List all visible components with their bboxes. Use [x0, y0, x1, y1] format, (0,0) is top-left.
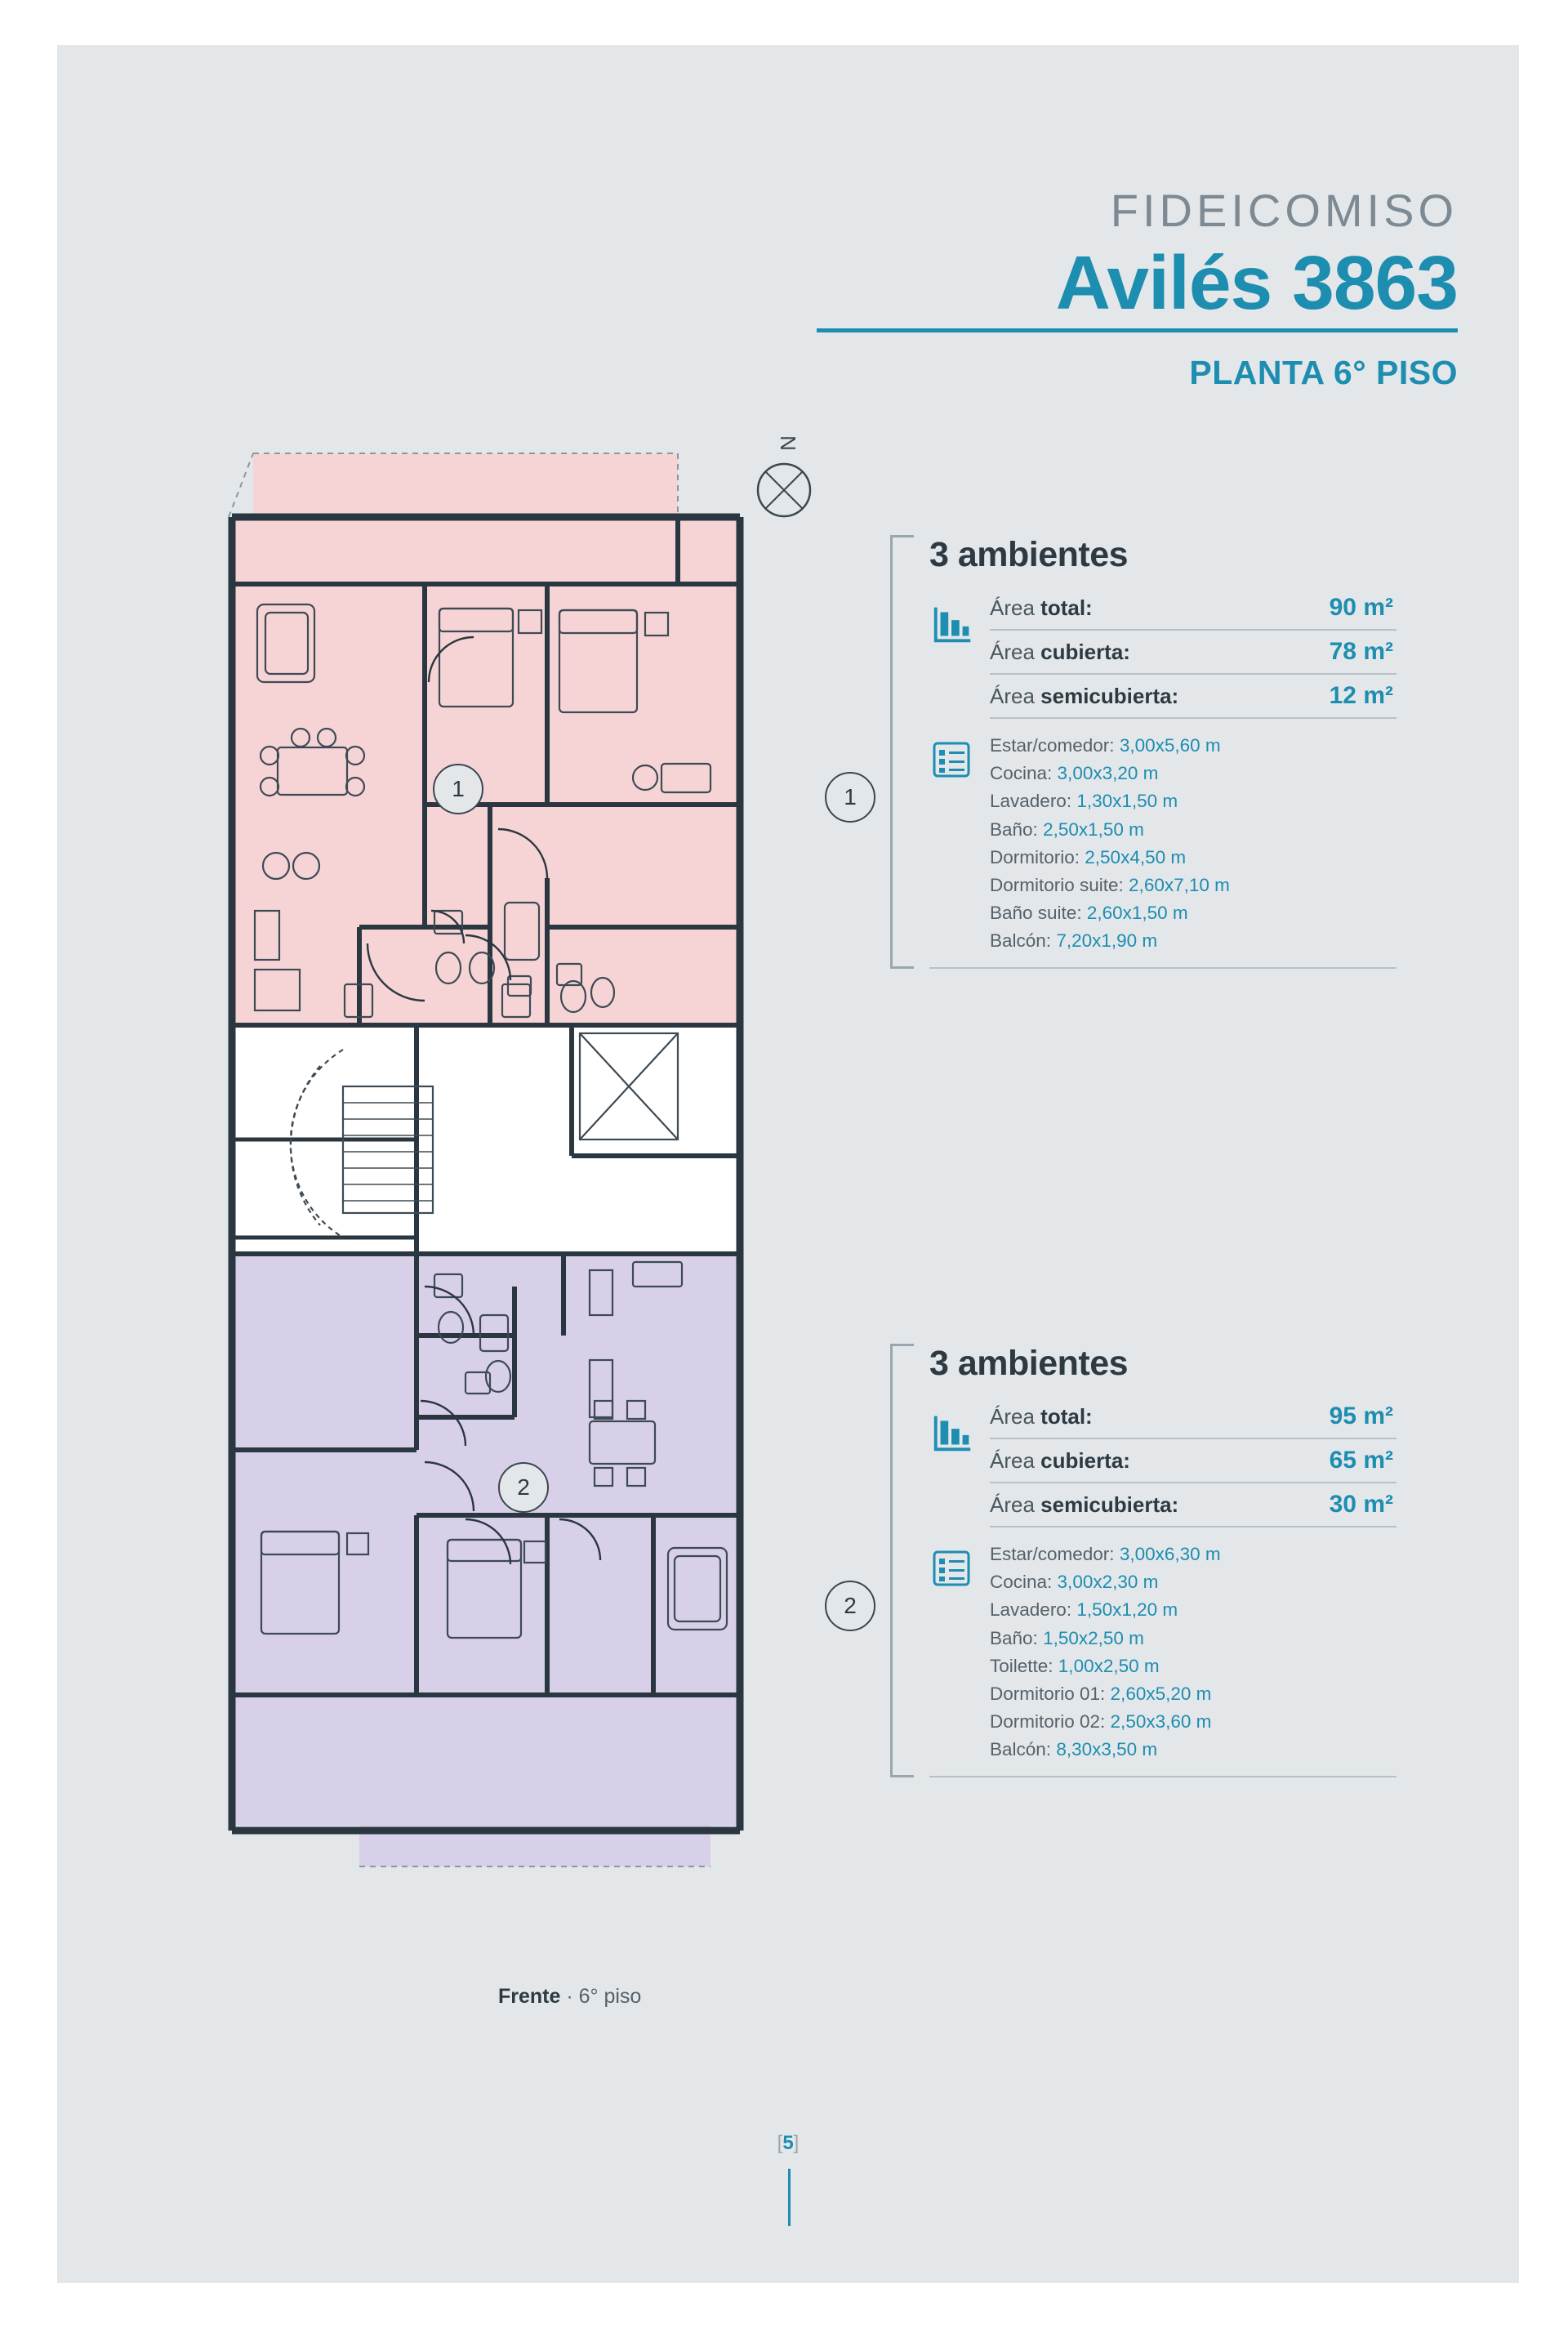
room-item — [990, 1736, 1396, 1764]
room-dims: 1,50x2,50 m — [1037, 1627, 1144, 1648]
room-dims: 2,50x1,50 m — [1037, 818, 1144, 840]
area-label-plain: Área — [990, 684, 1041, 708]
room-item — [990, 872, 1396, 899]
room-item — [990, 1708, 1396, 1736]
area-value: 12 m² — [1329, 682, 1393, 709]
area-row-cubierta — [990, 631, 1396, 675]
area-row-semicubierta — [990, 1483, 1396, 1527]
room-item — [990, 844, 1396, 872]
room-dims: 3,00x2,30 m — [1052, 1572, 1159, 1593]
room-name: Dormitorio suite: — [990, 874, 1124, 895]
room-name: Baño: — [990, 1627, 1038, 1648]
room-dims: 7,20x1,90 m — [1051, 930, 1158, 952]
area-value: 95 m² — [1329, 1403, 1393, 1429]
room-name: Lavadero: — [990, 1599, 1072, 1621]
room-dims: 2,50x4,50 m — [1080, 846, 1187, 867]
area-row-total — [990, 586, 1396, 631]
room-item — [990, 1596, 1396, 1624]
room-item — [990, 1680, 1396, 1708]
area-label-bold: cubierta: — [1040, 640, 1130, 664]
plan-caption-bold: Frente — [498, 1985, 561, 2008]
room-name: Baño suite: — [990, 903, 1082, 924]
floor-plan — [220, 421, 792, 1989]
area-label-bold: cubierta: — [1040, 1448, 1130, 1473]
room-item — [990, 1652, 1396, 1680]
plan-marker-1: 1 — [433, 764, 483, 814]
unit-2-rooms — [929, 1541, 1396, 1764]
room-dims: 3,00x3,20 m — [1052, 763, 1159, 784]
room-dims: 1,50x1,20 m — [1071, 1599, 1178, 1621]
area-row-total — [990, 1395, 1396, 1439]
room-item — [990, 1625, 1396, 1652]
header-subtitle: PLANTA 6° PISO — [1189, 354, 1458, 392]
unit-panel-1 — [844, 535, 1396, 969]
room-name: Dormitorio 01: — [990, 1683, 1106, 1704]
room-item — [990, 899, 1396, 927]
plan-caption — [498, 1985, 641, 2009]
unit-2-areas — [929, 1395, 1396, 1527]
room-item — [990, 1568, 1396, 1596]
room-dims: 8,30x3,50 m — [1051, 1739, 1158, 1760]
page-number-open-bracket: [ — [777, 2132, 783, 2154]
unit-2-marker: 2 — [825, 1581, 875, 1631]
unit-1-rooms — [929, 732, 1396, 956]
area-label-bold: semicubierta: — [1040, 684, 1179, 708]
unit-2-title: 3 ambientes — [929, 1344, 1129, 1383]
room-name: Cocina: — [990, 1572, 1053, 1593]
area-label-plain: Área — [990, 1404, 1041, 1429]
room-name: Balcón: — [990, 930, 1052, 952]
list-icon — [929, 737, 973, 781]
room-dims: 2,60x1,50 m — [1081, 903, 1188, 924]
compass-icon — [747, 453, 821, 527]
room-dims: 3,00x5,60 m — [1114, 735, 1221, 756]
area-label-plain: Área — [990, 1492, 1041, 1517]
area-label-bold: semicubierta: — [1040, 1492, 1179, 1517]
plan-marker-2: 2 — [498, 1462, 549, 1513]
room-item — [990, 787, 1396, 815]
page-number-value: 5 — [782, 2132, 794, 2154]
area-label-bold: total: — [1040, 1404, 1093, 1429]
header-eyebrow: FIDEICOMISO — [1110, 185, 1458, 236]
ruler-icon — [929, 1408, 977, 1456]
room-name: Baño: — [990, 818, 1038, 840]
panel-bracket — [890, 1344, 914, 1777]
unit-panel-2 — [844, 1344, 1396, 1777]
panel-bottom-rule — [929, 967, 1396, 969]
room-name: Toilette: — [990, 1655, 1054, 1676]
page-number-close-bracket: ] — [793, 2132, 800, 2154]
page-number — [57, 2132, 1519, 2155]
room-item — [990, 760, 1396, 787]
room-dims: 2,60x5,20 m — [1105, 1683, 1212, 1704]
unit-1-marker: 1 — [825, 772, 875, 823]
unit-1-title: 3 ambientes — [929, 535, 1129, 574]
area-label-plain: Área — [990, 1448, 1041, 1473]
area-row-cubierta — [990, 1439, 1396, 1483]
page-title: Avilés 3863 — [1055, 240, 1458, 325]
room-dims: 1,30x1,50 m — [1071, 791, 1178, 812]
area-label-plain: Área — [990, 595, 1041, 620]
room-name: Dormitorio: — [990, 846, 1080, 867]
page-header — [788, 185, 1458, 392]
room-name: Balcón: — [990, 1739, 1052, 1760]
area-value: 30 m² — [1329, 1491, 1393, 1518]
plan-caption-rest: · 6° piso — [560, 1985, 642, 2008]
room-dims: 2,60x7,10 m — [1123, 874, 1230, 895]
room-name: Dormitorio 02: — [990, 1711, 1106, 1733]
area-label-bold: total: — [1040, 595, 1093, 620]
footer-rule — [788, 2169, 791, 2226]
ruler-icon — [929, 600, 977, 647]
brochure-page — [57, 45, 1519, 2283]
room-name: Estar/comedor: — [990, 1544, 1115, 1564]
panel-bottom-rule — [929, 1776, 1396, 1777]
room-name: Estar/comedor: — [990, 735, 1115, 756]
area-value: 65 m² — [1329, 1447, 1393, 1474]
room-name: Cocina: — [990, 763, 1053, 784]
list-icon — [929, 1545, 973, 1590]
area-value: 90 m² — [1329, 594, 1393, 621]
area-value: 78 m² — [1329, 638, 1393, 665]
room-item — [990, 1541, 1396, 1568]
area-row-semicubierta — [990, 675, 1396, 719]
room-dims: 3,00x6,30 m — [1114, 1544, 1221, 1564]
room-item — [990, 927, 1396, 955]
panel-bracket — [890, 535, 914, 969]
compass-north-label: N — [775, 435, 800, 451]
room-item — [990, 816, 1396, 844]
room-dims: 1,00x2,50 m — [1053, 1655, 1160, 1676]
area-label-plain: Área — [990, 640, 1041, 664]
floor-plan-drawing — [220, 421, 792, 1989]
unit-1-areas — [929, 586, 1396, 719]
header-divider — [817, 328, 1458, 332]
room-name: Lavadero: — [990, 791, 1072, 812]
room-item — [990, 732, 1396, 760]
room-dims: 2,50x3,60 m — [1105, 1711, 1212, 1733]
